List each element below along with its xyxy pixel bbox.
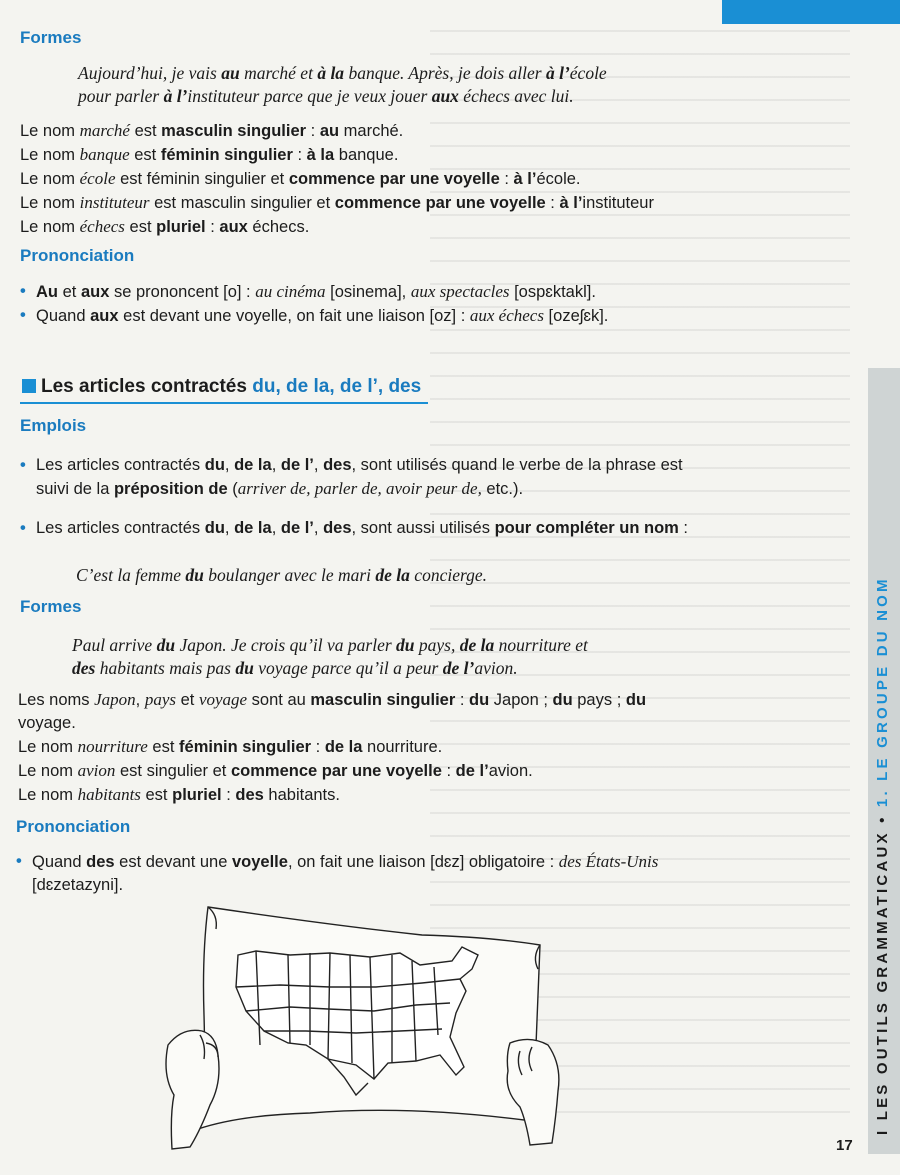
bold-fragment: du — [185, 565, 204, 585]
bold-fragment: à la — [317, 63, 345, 83]
bullet-item — [20, 280, 710, 304]
text-fragment: Le nom — [18, 762, 78, 780]
text-fragment: échecs avec lui. — [458, 86, 574, 106]
bold-fragment: de la — [324, 738, 363, 756]
text-fragment: Paul arrive — [72, 635, 157, 655]
text-fragment: Les articles contractés — [36, 456, 205, 474]
italic-fragment: nourriture — [77, 737, 148, 756]
italic-fragment: marché — [79, 121, 130, 140]
bold-fragment: commence par une voyelle — [334, 194, 546, 212]
bold-fragment: pluriel — [172, 786, 222, 804]
text-fragment: : — [205, 218, 220, 236]
italic-fragment: Japon — [94, 690, 136, 709]
bold-fragment: du — [396, 635, 415, 655]
rule-line — [18, 783, 696, 807]
rule-line — [20, 143, 700, 167]
bold-fragment: du — [552, 691, 573, 709]
example-sentence-2 — [72, 634, 712, 680]
text-fragment: banque. Après, je dois aller — [344, 63, 546, 83]
bold-fragment: du — [204, 456, 225, 474]
emplois-example — [76, 564, 696, 587]
bold-fragment: aux — [431, 86, 459, 106]
text-fragment: échecs. — [247, 218, 310, 236]
bold-fragment: des — [323, 519, 352, 537]
bold-fragment: à la — [306, 146, 335, 164]
italic-fragment: pays — [144, 690, 177, 709]
rule-line — [20, 167, 700, 191]
bold-fragment: des — [86, 853, 115, 871]
text-fragment: [ospɛktakl]. — [509, 283, 596, 301]
bold-fragment: des — [72, 658, 96, 678]
bold-fragment: de l’ — [280, 519, 314, 537]
sentence-line — [72, 634, 712, 657]
top-tab — [722, 0, 900, 24]
text-fragment: boulanger avec le mari — [203, 565, 376, 585]
text-fragment: et — [176, 691, 199, 709]
text-fragment: marché. — [339, 122, 404, 140]
bold-fragment: commence par une voyelle — [288, 170, 500, 188]
text-fragment: voyage parce qu’il a peur — [253, 658, 443, 678]
text-fragment: : — [292, 146, 307, 164]
italic-fragment: habitants — [77, 785, 141, 804]
bullets-prononciation-1 — [20, 280, 710, 328]
heading-prononciation-1: Prononciation — [20, 246, 135, 265]
sentence-line — [78, 85, 718, 108]
sentence-line — [72, 657, 712, 680]
text-fragment: , sont aussi utilisés — [351, 519, 495, 537]
bold-fragment: de l’ — [455, 762, 489, 780]
text-fragment: habitants. — [263, 786, 340, 804]
bold-fragment: au — [221, 63, 240, 83]
heading-formes-2: Formes — [20, 597, 82, 616]
bold-fragment: de la — [459, 635, 495, 655]
example-line — [76, 564, 696, 587]
heading-emplois: Emplois — [20, 416, 87, 435]
text-fragment: etc.). — [481, 480, 524, 498]
bold-fragment: pluriel — [156, 218, 206, 236]
bullets-emplois — [20, 454, 700, 540]
text-fragment: Le nom — [20, 170, 80, 188]
text-fragment: marché et — [239, 63, 318, 83]
italic-fragment: voyage — [198, 690, 248, 709]
rule-line — [20, 119, 700, 143]
bold-fragment: à l’ — [163, 86, 188, 106]
prononciation-section-1 — [20, 246, 700, 266]
text-fragment: : — [441, 762, 456, 780]
italic-fragment: aux spectacles — [410, 282, 510, 301]
text-fragment: , — [135, 691, 145, 709]
bullet-item — [20, 517, 700, 540]
text-fragment: , — [271, 456, 281, 474]
bold-fragment: aux — [80, 283, 110, 301]
text-fragment: est singulier et — [115, 762, 231, 780]
text-fragment: se prononcent [o] : — [109, 283, 256, 301]
text-fragment: est — [140, 786, 173, 804]
text-fragment: C’est la femme — [76, 565, 186, 585]
bold-fragment: féminin singulier — [160, 146, 293, 164]
text-fragment: avion. — [474, 658, 518, 678]
rule-line — [18, 688, 696, 735]
text-fragment: nourriture. — [362, 738, 443, 756]
bold-fragment: des — [323, 456, 352, 474]
bold-fragment: masculin singulier — [310, 691, 456, 709]
text-fragment: école. — [536, 170, 581, 188]
text-fragment: , — [271, 519, 281, 537]
text-fragment: est devant une — [114, 853, 232, 871]
bold-fragment: du — [235, 658, 254, 678]
bold-fragment: à l’ — [513, 170, 537, 188]
text-fragment: sont au — [247, 691, 311, 709]
rule-line — [18, 735, 696, 759]
square-marker-icon — [22, 379, 36, 393]
text-fragment: [dɛzetazyni]. — [32, 876, 124, 894]
italic-fragment: arriver de, parler de, avoir peur de, — [237, 479, 482, 498]
bullet-item — [20, 304, 710, 328]
bullet-item — [20, 454, 700, 501]
text-fragment: , — [313, 519, 324, 537]
text-fragment: et — [58, 283, 81, 301]
text-fragment: pour parler — [78, 86, 164, 106]
emplois-section — [20, 416, 700, 436]
bold-fragment: du — [204, 519, 225, 537]
italic-fragment: banque — [79, 145, 130, 164]
bold-fragment: à l’ — [545, 63, 570, 83]
bold-fragment: féminin singulier — [179, 738, 312, 756]
text-fragment: , — [313, 456, 324, 474]
text-fragment: pays, — [414, 635, 460, 655]
text-fragment: , — [224, 519, 235, 537]
text-fragment: ( — [227, 480, 238, 498]
text-fragment: Japon ; — [489, 691, 553, 709]
italic-fragment: aux échecs — [469, 306, 544, 325]
prononciation-section-2 — [16, 817, 696, 837]
bold-fragment: du — [625, 691, 647, 709]
text-fragment: Le nom — [20, 122, 80, 140]
text-fragment: instituteur — [582, 194, 654, 212]
bold-fragment: masculin singulier — [161, 122, 307, 140]
italic-fragment: au cinéma — [255, 282, 326, 301]
text-fragment: : — [455, 691, 470, 709]
text-fragment: : — [545, 194, 560, 212]
text-fragment: est — [129, 122, 162, 140]
text-fragment: est — [129, 146, 161, 164]
bold-fragment: du — [156, 635, 176, 655]
italic-fragment: école — [79, 169, 116, 188]
italic-fragment: des États-Unis — [558, 852, 659, 871]
bold-fragment: du — [469, 691, 490, 709]
bold-fragment: commence par une voyelle — [230, 762, 442, 780]
text-fragment: instituteur parce que je veux jouer — [187, 86, 432, 106]
text-fragment: Quand — [36, 307, 91, 325]
text-fragment: pays ; — [572, 691, 626, 709]
text-fragment: Le nom — [18, 786, 78, 804]
text-fragment: : — [499, 170, 514, 188]
text-fragment: est — [124, 218, 157, 236]
rule-line — [20, 191, 700, 215]
bullets-prononciation-2 — [16, 850, 666, 897]
text-fragment: est masculin singulier et — [149, 194, 335, 212]
bold-fragment: Au — [36, 283, 58, 301]
section-title: Les articles contractés du, de la, de l’, des — [22, 376, 421, 398]
italic-fragment: avion — [77, 761, 116, 780]
text-fragment: Japon. Je crois qu’il va parler — [175, 635, 397, 655]
text-fragment: Le nom — [20, 194, 80, 212]
text-fragment: , sont utilisés quand le verbe de la phrase est suivi de la — [36, 456, 683, 498]
text-fragment: Quand — [32, 853, 87, 871]
formes-section-1 — [20, 28, 700, 48]
bold-fragment: de la — [375, 565, 410, 585]
bold-fragment: au — [319, 122, 340, 140]
formes-section-2 — [20, 597, 700, 617]
bold-fragment: pour compléter un nom — [494, 519, 679, 537]
text-fragment: Le nom — [20, 218, 80, 236]
text-fragment: [osinema], — [325, 283, 411, 301]
text-fragment: habitants mais pas — [95, 658, 236, 678]
example-sentence-1 — [78, 62, 718, 108]
italic-fragment: échecs — [79, 217, 125, 236]
text-fragment: Le nom — [20, 146, 80, 164]
rule-line — [20, 215, 700, 239]
text-fragment: Le nom — [18, 738, 78, 756]
bold-fragment: aux — [219, 218, 248, 236]
sentence-line — [78, 62, 718, 85]
text-fragment: école — [569, 63, 607, 83]
chapter-side-label: I LES OUTILS GRAMMATICAUX • 1. LE GROUPE DU NOM — [874, 576, 891, 1135]
rules-list-1 — [20, 119, 700, 239]
bold-fragment: préposition de — [113, 480, 228, 498]
text-fragment: , — [224, 456, 235, 474]
text-fragment: : — [678, 519, 688, 537]
text-fragment: : — [306, 122, 320, 140]
bold-fragment: à l’ — [559, 194, 583, 212]
text-fragment: Les noms — [18, 691, 95, 709]
rule-line — [18, 759, 696, 783]
text-fragment: nourriture et — [494, 635, 588, 655]
section-underline — [20, 402, 428, 404]
text-fragment: Aujourd’hui, je vais — [78, 63, 222, 83]
heading-prononciation-2: Prononciation — [16, 817, 131, 836]
text-fragment: est — [147, 738, 180, 756]
bold-fragment: de la — [234, 456, 272, 474]
bold-fragment: aux — [90, 307, 119, 325]
text-fragment: , on fait une liaison [dɛz] obligatoire : — [287, 853, 559, 871]
text-fragment: : — [221, 786, 236, 804]
text-fragment: banque. — [334, 146, 399, 164]
page-number: 17 — [836, 1137, 853, 1154]
text-fragment: voyage. — [18, 714, 76, 732]
heading-formes-1: Formes — [20, 28, 82, 47]
text-fragment: concierge. — [409, 565, 488, 585]
text-fragment: Les articles contractés — [36, 519, 205, 537]
bold-fragment: de l’ — [280, 456, 314, 474]
bold-fragment: de la — [234, 519, 272, 537]
rules-list-2 — [18, 688, 696, 807]
us-map-hands-icon — [160, 895, 570, 1155]
text-fragment: : — [311, 738, 325, 756]
text-fragment: est devant une voyelle, on fait une liaison [oz] : — [118, 307, 470, 325]
bold-fragment: des — [235, 786, 264, 804]
bold-fragment: voyelle — [231, 853, 288, 871]
bold-fragment: de l’ — [442, 658, 475, 678]
text-fragment: avion. — [488, 762, 533, 780]
text-fragment: [ozeʃɛk]. — [543, 307, 609, 325]
bullet-item — [16, 850, 666, 897]
italic-fragment: instituteur — [79, 193, 150, 212]
text-fragment: est féminin singulier et — [115, 170, 289, 188]
